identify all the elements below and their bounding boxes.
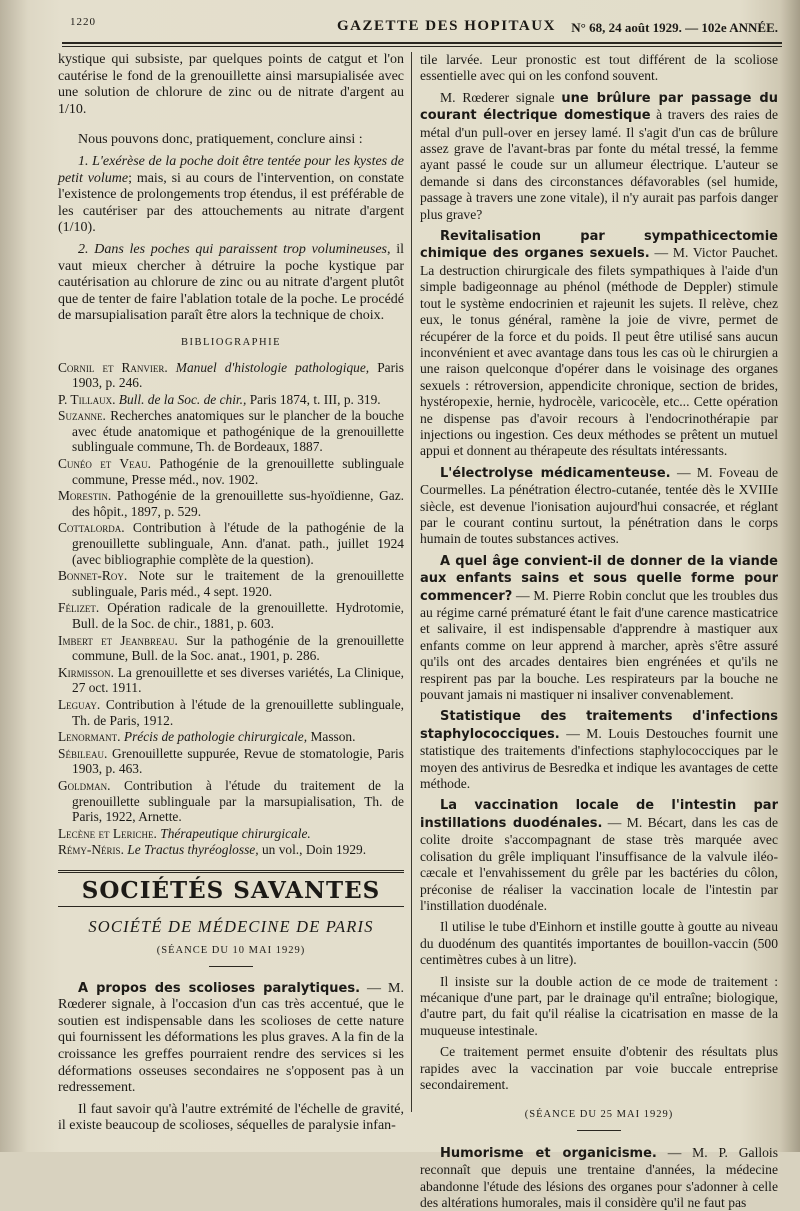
bibliography-entry (58, 392, 404, 408)
bibliography-entry (58, 665, 404, 696)
article-title: A propos des scolioses paralytiques. (78, 980, 361, 996)
bibliography-author: Kirmisson. (58, 664, 115, 680)
bibliography-details: Note sur le traitement de la grenouillette sublinguale, Paris méd., 4 sept. 1920. (72, 568, 404, 599)
bibliography-details: Contribution à l'étude de la pathogénie de la grenouillette sublinguale, Ann. d'anat. path., juillet 1924 (avec bibliographie complète de la question). (72, 520, 404, 567)
bibliography-entry (58, 729, 404, 745)
bibliography-details: Paris 1874, t. III, p. 319. (249, 391, 381, 407)
article (420, 465, 778, 548)
bibliography-author: Sébileau. (58, 745, 108, 761)
bibliography-author: Goldman. (58, 777, 111, 793)
bibliography-author: Félizet. (58, 600, 100, 616)
article-title: Revitalisation par sympathicectomie chimique des organes sexuels. (420, 229, 778, 262)
left-column (58, 52, 404, 1138)
short-rule (577, 1130, 621, 1131)
bibliography-author: Cornil et Ranvier. (58, 359, 168, 375)
section-rule-thin (58, 906, 404, 907)
bibliography-work: Bull. de la Soc. de chir., (118, 391, 247, 407)
column-divider (411, 52, 412, 1112)
paragraph: Il faut savoir qu'à l'autre extrémité de l'échelle de gravité, il existe beaucoup de scolioses, séquelles de paralysie infan- (58, 1101, 404, 1134)
article-title: L'électrolyse médicamenteuse. (440, 465, 671, 481)
article-body: — M. Pierre Robin conclut que les troubles dus au régime carné prématuré étant le fait d'une carence masticatrice et salivaire, il est indispensable d'apprendre à mastiquer aux enfants comme on leur apprend à marcher, après s'être assuré qu'ils ont des arcades dentaires bien engrénées et qu'ils ne respirent pas par la bouche. Les respirateurs par la bouche ne pouvant jamais ni mastiquer ni insaliver convenablement. (420, 587, 778, 703)
article-body: — M. Foveau de Courmelles. La pénétration électro-cutanée, tentée dès le XVIIIe siècle, est devenue l'ionisation aujourd'hui consacrée, et réglant par le courant continu surtout, la pénétration dans le corps humain de toutes substances actives. (420, 464, 778, 547)
bibliography-entry (58, 600, 404, 631)
header-rule (62, 42, 782, 44)
article-title: Humorisme et organicisme. (440, 1145, 657, 1161)
bibliography-author: Suzanne. (58, 408, 106, 424)
paragraph: Il insiste sur la double action de ce mode de traitement : mécanique d'une part, par le drainage qu'il entraîne; biologique, d'autre part, du fait qu'il réalise la cicatrisation en masse de la muqueuse intestinale. (420, 973, 778, 1038)
article-body: à travers des raies de métal d'un pull-over en jersey lamé. Il s'agit d'un cas de brûlure assez grave de l'avant-bras par fonte du métal tressé, la femme ayant passé le coude sur un allumeur électrique. L'auteur se demande si dans des circonstances défavorables (sel humide, passage à travers une zone vitale), il n'y aurait pas parfois danger plus grave? (420, 107, 778, 222)
bibliography-list (58, 360, 404, 858)
bibliography-work: Thérapeutique chirurgicale. (160, 825, 311, 841)
article (420, 90, 778, 223)
bibliography-details: Sur la pathogénie de la grenouillette commune, Bull. de la Soc. anat., 1901, p. 286. (72, 632, 404, 664)
emphasis: 2. Dans les poches qui paraissent trop volumineuses (78, 241, 387, 257)
page-header (62, 14, 782, 44)
header-rule-thin (62, 46, 782, 47)
paragraph: Ce traitement permet ensuite d'obtenir des résultats plus rapides avec la vaccination par voie buccale entreprise secondairement. (420, 1044, 778, 1092)
bibliography-author: Cottalorda. (58, 520, 125, 536)
bibliography-author: Imbert et Jeanbreau. (58, 632, 178, 648)
bibliography-entry (58, 456, 404, 487)
bibliography-entry (58, 360, 404, 391)
article-title: La vaccination locale de l'intestin par instillations duodénales. (420, 798, 778, 831)
bibliography-details: Recherches anatomiques sur le plancher de la bouche avec étude anatomique et pathogénique de la grenouillette sublinguale commune, Th. de Bordeaux, 1887. (72, 408, 404, 455)
bibliography-details: un vol., Doin 1929. (261, 842, 367, 858)
bibliography-details: Contribution à l'étude du traitement de la grenouillette sublinguale par la marsupialisation, Th. de Paris, 1922, Arnette. (72, 777, 404, 825)
article-title: A quel âge convient-il de donner de la viande aux enfants sains et sous quelle forme pour commencer? (420, 553, 778, 604)
bibliography-work: Précis de pathologie chirurgicale, (123, 729, 308, 745)
bibliography-details: Masson. (310, 729, 356, 745)
short-rule (209, 966, 253, 967)
article-title: une brûlure par passage du courant électrique domestique (420, 90, 778, 124)
bibliography-author: Leguay. (58, 696, 101, 712)
page-number: 1220 (70, 16, 96, 28)
bibliography-details: Pathogénie de la grenouillette sublinguale commune, Presse méd., nov. 1902. (72, 456, 404, 487)
section-title: SOCIÉTÉS SAVANTES (81, 876, 381, 904)
article (420, 553, 778, 704)
bibliography-details: Grenouillette suppurée, Revue de stomatologie, Paris 1903, p. 463. (72, 745, 404, 777)
article (58, 981, 404, 1097)
session-date: (SÉANCE DU 10 MAI 1929) (156, 945, 306, 957)
bibliography-author: Lenormant. (58, 729, 121, 745)
session-date: (SÉANCE DU 25 MAI 1929) (524, 1109, 674, 1121)
bibliography-author: Lecène et Leriche. (58, 825, 157, 841)
paragraph: kystique qui subsiste, par quelques points de catgut et l'on cautérise le fond de la grenouillette ainsi marsupialisée avec une solution de chlorure de zinc ou de nitrate d'argent au 1/10. (58, 52, 404, 117)
article-lead: M. Rœderer signale (440, 89, 562, 105)
bibliography-author: Bonnet-Roy. (58, 568, 128, 584)
bibliography-author: Rémy-Néris. (58, 842, 124, 858)
paragraph (58, 242, 404, 325)
bibliography-author: Morestin. (58, 488, 112, 504)
paragraph: Il utilise le tube d'Einhorn et instille goutte à goutte au niveau du duodénum des quantités importantes de bouillon-vaccin (500 centimètres cubes à un litre). (420, 919, 778, 968)
bibliography-details: Paris 1903, p. 246. (72, 359, 404, 391)
society-name: SOCIÉTÉ DE MÉDECINE DE PARIS (88, 916, 374, 936)
bibliography-entry (58, 520, 404, 567)
bibliography-entry (58, 778, 404, 825)
article-body: — M. Louis Destouches fournit une statistique des traitements d'infections staphylococciques par le moyen des antivirus de Besredka et indique les avantages de cette méthode. (420, 725, 778, 792)
bibliography-entry (58, 746, 404, 777)
bibliography-details: Pathogénie de la grenouillette sus-hyoïdienne, Gaz. des hôpit., 1897, p. 529. (72, 488, 404, 519)
paragraph: tile larvée. Leur pronostic est tout différent de la scoliose essentielle avec qui on les confond souvent. (420, 52, 778, 84)
bibliography-entry (58, 633, 404, 664)
issue-info: N° 68, 24 août 1929. — 102e ANNÉE. (571, 20, 778, 35)
emphasis: 1. L'exérèse de la poche doit être tentée pour les kystes de petit volume (58, 153, 404, 186)
article-body: — M. Bécart, dans les cas de colite droite s'accompagnant de stase très marquée avec colisation du grêle impliquant l'insuffisance de la valvule iléo-cæcale et l'envahissement du grêle par les bactéries du côlon, préconise de réaliser la vaccination locale de l'intestin par l'instillation duodénale. (420, 814, 779, 913)
article-body: — M. P. Gallois reconnaît que depuis une trentaine d'années, la médecine abandonne l'étude des lésions des organes pour s'adonner à celle des altérations humorales, mais il considère qu'il ne faut pas (420, 1144, 778, 1210)
paragraph-text: , il vaut mieux chercher à détruire la poche kystique par cautérisation au chlorure de zinc ou au nitrate d'argent plutôt que de tenter de faire l'ablation totale de la poche. Le procédé de marsupialisation paraît être alors la technique de choix. (58, 241, 404, 324)
article (420, 708, 778, 792)
section-rule (58, 870, 404, 873)
bibliography-author: Cunéo et Veau. (58, 456, 151, 472)
bibliography-author: P. Tillaux. (58, 391, 116, 407)
paragraph: Nous pouvons donc, pratiquement, conclure ainsi : (78, 132, 363, 148)
bibliography-entry (58, 826, 404, 842)
bibliography-entry (58, 568, 404, 599)
bibliography-entry (58, 842, 404, 858)
paragraph (58, 154, 404, 237)
bibliography-work: Manuel d'histologie pathologique, (175, 359, 370, 375)
right-column (420, 52, 779, 1210)
article (420, 797, 778, 914)
bibliography-details: Opération radicale de la grenouillette. Hydrotomie, Bull. de la Soc. de chir., 1881, p. 603. (72, 600, 404, 631)
bibliography-entry (58, 408, 404, 455)
bibliography-heading: BIBLIOGRAPHIE (181, 336, 281, 348)
article (420, 1145, 778, 1211)
journal-title: GAZETTE DES HOPITAUX (337, 18, 556, 34)
paragraph-text: ; mais, si au cours de l'intervention, on constate l'existence de prolongements trop étendus, il est préférable de les cautériser par des attouchements au nitrate d'argent (1/10). (58, 170, 404, 236)
article-title: Statistique des traitements d'infections staphylococciques. (420, 709, 778, 742)
article-body: — M. Victor Pauchet. La destruction chirurgicale des filets sympathiques à l'aide d'un simple badigeonnage au phénol (méthode de Deppler) stimule tout le système endocrinien et rajeunit les sujets. Il relève, chez eux, le tonus général, ramène la joie de vivre, permet de récupérer de la force et du poids. Il peut être utilisé sans aucun inconvénient et avec avantage dans tous les cas où le chirurgien a une raison quelconque d'opérer dans le voisinage des organes sexuels : rétroversion, appendicite chronique, section de brides, hystéropexie, hernie, hydrocèle, varicocèle, etc... Cette opération ne dispense pas d'avoir recours à l'endocrinothérapie par injections ou ingestion. Ces deux méthodes se prêtent un mutuel appui et donnent au thérapeute des résultats intéressants. (420, 245, 778, 459)
article (420, 228, 778, 460)
bibliography-work: Le Tractus thyréoglosse, (127, 842, 259, 858)
bibliography-entry (58, 697, 404, 728)
article-body: — M. Rœderer signale, à l'occasion d'un cas très accentué, que le soutien est indispensable dans les scolioses de cette nature qui fournissent les déformations les plus graves. A la fin de la croissance les greffes pourraient rendre des services si les déformations osseuses secondaires ne s'opposent pas à un redressement. (58, 980, 405, 1096)
bibliography-details: La grenouillette et ses diverses variétés, La Clinique, 27 oct. 1911. (72, 664, 404, 696)
bibliography-entry (58, 488, 404, 519)
bibliography-details: Contribution à l'étude de la grenouillette sublinguale, Th. de Paris, 1912. (72, 696, 404, 728)
